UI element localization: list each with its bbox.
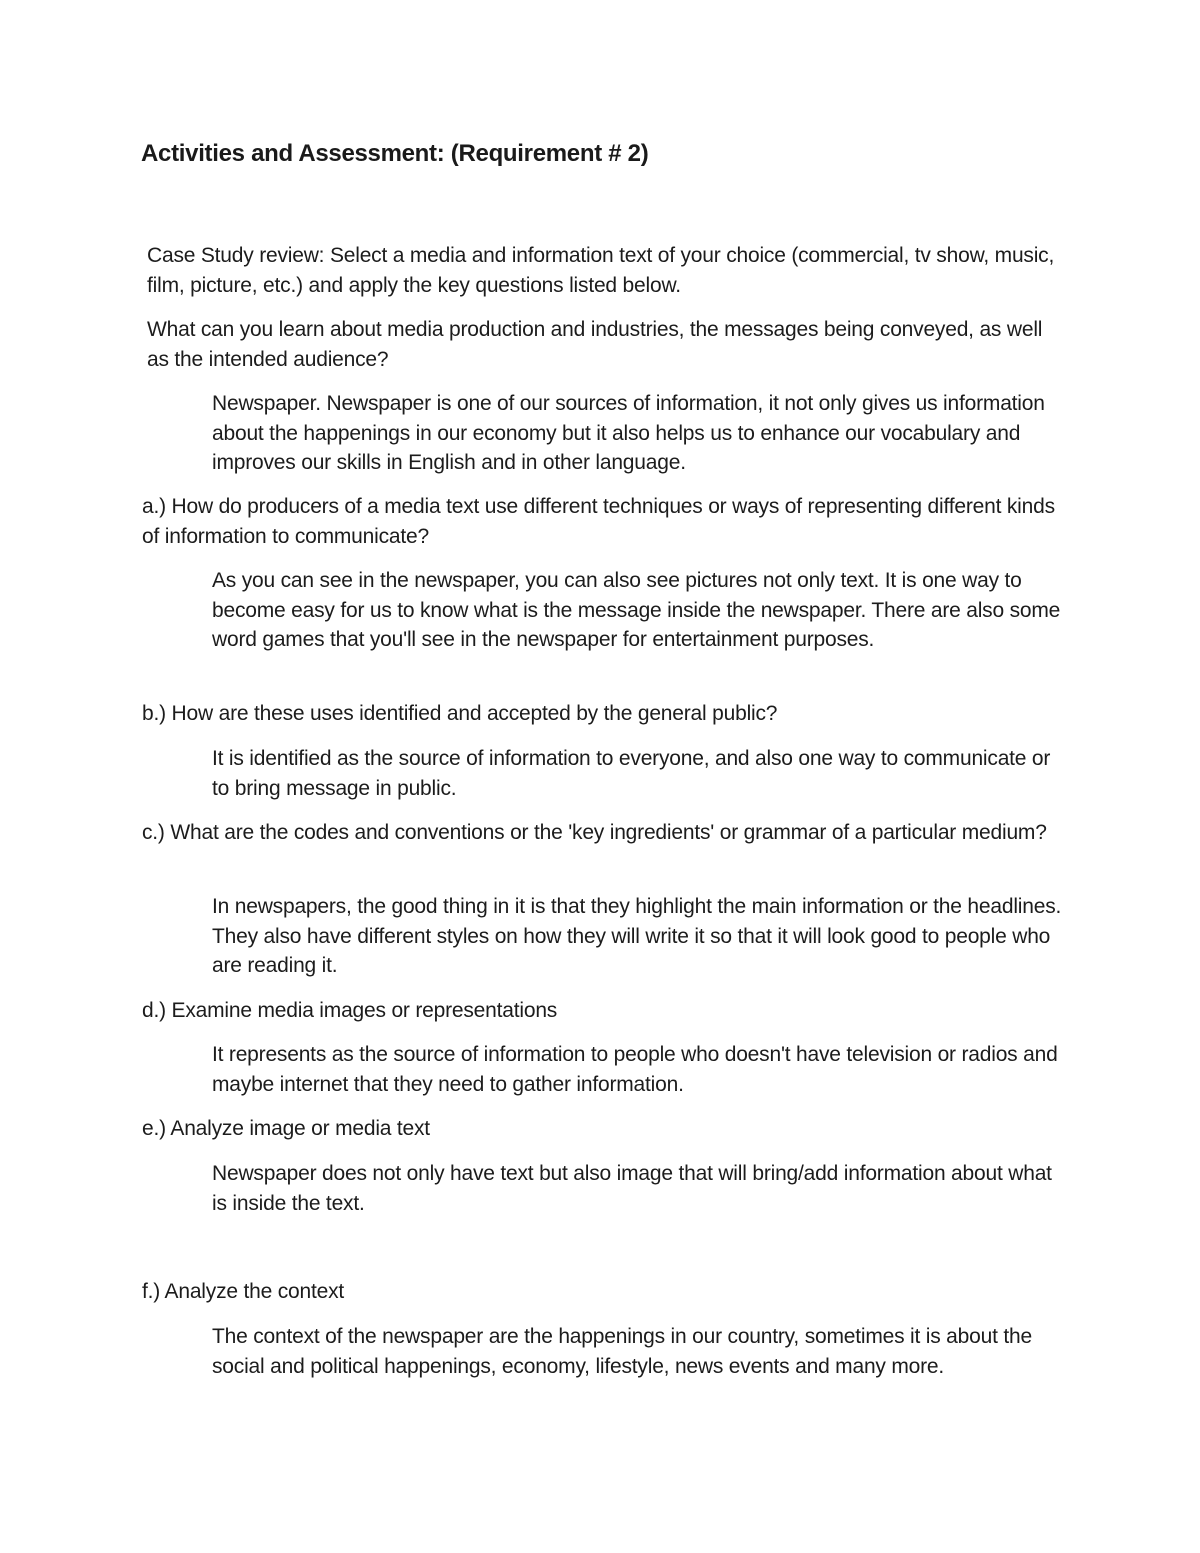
answer-a: As you can see in the newspaper, you can also see pictures not only text. It is one way to become easy for us to know what is the message inside the newspaper. There are also some word games that you'll see in the newspaper for entertainment purposes. <box>212 569 1061 651</box>
answer-c: In newspapers, the good thing in it is that they highlight the main information or the headlines. They also have different styles on how they will write it so that it will look good to people who are reading it. <box>212 895 1062 977</box>
page-title: Activities and Assessment: (Requirement # 2) <box>141 140 649 167</box>
question-f: f.) Analyze the context <box>142 1280 345 1303</box>
intro-answer: Newspaper. Newspaper is one of our sources of information, it not only gives us information about the happenings in our economy but it also helps us to enhance our vocabulary and improves our skills in English and in other language. <box>212 392 1045 474</box>
answer-d: It represents as the source of information to people who doesn't have television or radios and maybe internet that they need to gather information. <box>212 1043 1058 1096</box>
question-e: e.) Analyze image or media text <box>142 1117 430 1140</box>
question-a: a.) How do producers of a media text use different techniques or ways of representing different kinds of information to communicate? <box>142 495 1055 548</box>
question-d: d.) Examine media images or representations <box>142 999 558 1022</box>
answer-e: Newspaper does not only have text but also image that will bring/add information about what is inside the text. <box>212 1162 1052 1215</box>
question-b: b.) How are these uses identified and accepted by the general public? <box>142 702 778 725</box>
question-c: c.) What are the codes and conventions or the 'key ingredients' or grammar of a particular medium? <box>142 821 1047 844</box>
answer-b: It is identified as the source of information to everyone, and also one way to communicate or to bring message in public. <box>212 747 1051 800</box>
case-study-instructions: Case Study review: Select a media and information text of your choice (commercial, tv show, music, film, picture, etc.) and apply the key questions listed below. <box>147 244 1055 297</box>
answer-f: The context of the newspaper are the happenings in our country, sometimes it is about the social and political happenings, economy, lifestyle, news events and many more. <box>212 1325 1032 1378</box>
intro-question: What can you learn about media production and industries, the messages being conveyed, as well as the intended audience? <box>147 318 1043 371</box>
